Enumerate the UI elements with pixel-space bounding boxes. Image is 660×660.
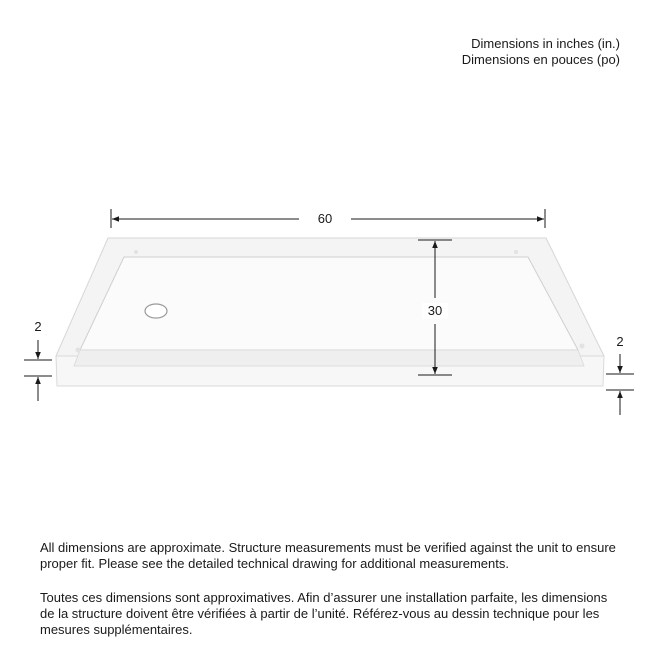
corner-detail (580, 344, 585, 349)
shower-base (56, 238, 604, 386)
units-french: Dimensions en pouces (po) (461, 52, 620, 67)
corner-detail (134, 250, 138, 254)
width-label: 30 (422, 303, 448, 319)
corner-detail (76, 348, 81, 353)
drain-icon (145, 304, 167, 318)
units-english: Dimensions in inches (in.) (471, 36, 620, 51)
disclaimer-notes (40, 540, 624, 656)
disclaimer-english: All dimensions are approximate. Structure measurements must be verified against the unit to ensure proper fit. Please see the detailed technical drawing for additional measurements. (40, 540, 616, 571)
disclaimer-french: Toutes ces dimensions sont approximatives. Afin d’assurer une installation parfaite, les dimensions de la structure doivent être vérifiées à partir de l’unité. Référez-vous au dessin technique pour les mesures supplémentaires. (40, 590, 608, 637)
length-label: 60 (310, 211, 340, 227)
right-height-label: 2 (612, 334, 628, 350)
shower-base-threshold (74, 350, 584, 366)
corner-detail (514, 250, 518, 254)
left-height-label: 2 (30, 319, 46, 335)
